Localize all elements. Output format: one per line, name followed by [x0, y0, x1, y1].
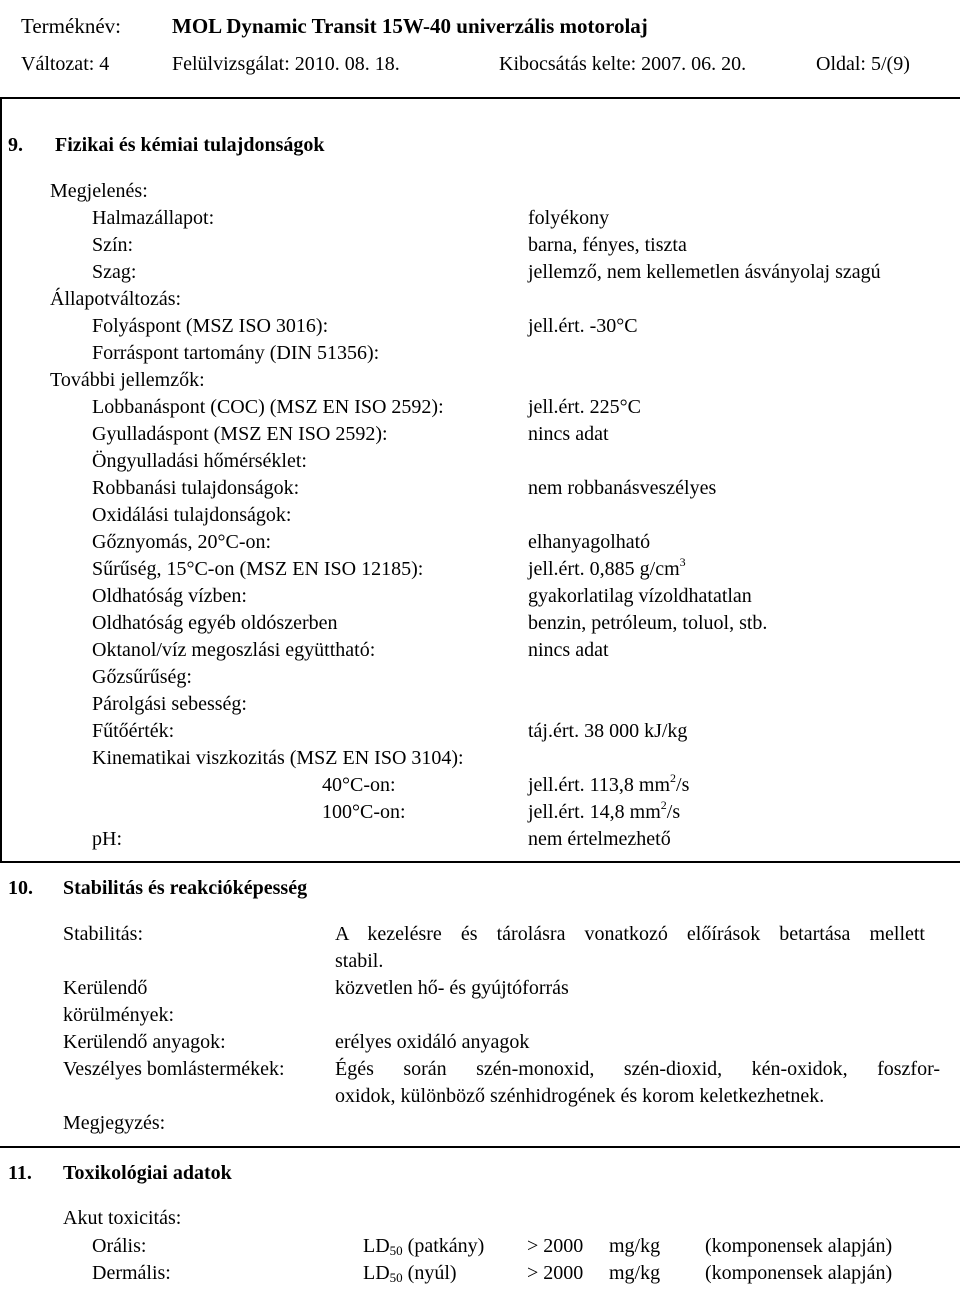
tox-row-dermal-ld: $LD_{50}$ (nyúl) — [363, 1262, 457, 1285]
solvent-solubility-label: Oldhatóság egyéb oldószerben — [92, 612, 338, 634]
vapor-density-label: Gőzsűrűség: — [92, 666, 192, 688]
fire-point-label: Gyulladáspont (MSZ EN ISO 2592): — [92, 423, 388, 445]
decomposition-label: Veszélyes bomlástermékek: — [63, 1058, 285, 1080]
materials-avoid-label: Kerülendő anyagok: — [63, 1031, 226, 1053]
version: Változat: 4 — [21, 53, 110, 75]
tox-row-oral-route: Orális: — [92, 1235, 147, 1257]
octanol-water-label: Oktanol/víz megoszlási együttható: — [92, 639, 376, 661]
tox-row-oral-ld: $LD_{50}$ (patkány) — [363, 1235, 485, 1258]
explosive-label: Robbanási tulajdonságok: — [92, 477, 300, 499]
appearance-heading: Megjelenés: — [50, 180, 148, 202]
viscosity-40-label: 40°C-on: — [322, 774, 396, 796]
stability-value-line-1: A kezelésre és tárolásra vonatkozó előírások betartása mellett — [335, 923, 925, 945]
boiling-range-label: Forráspont tartomány (DIN 51356): — [92, 342, 380, 364]
tox-row-oral-ld-subscript: 50 — [389, 1243, 403, 1258]
section-10-number: 10. — [8, 877, 33, 899]
section-9-divider — [0, 861, 960, 863]
explosive-value: nem robbanásveszélyes — [528, 477, 717, 499]
decomposition-value-line-2: oxidok, különböző szénhidrogének és korom keletkezhetnek. — [335, 1085, 825, 1107]
section-9-left-rule — [0, 99, 2, 863]
section-11-number: 11. — [8, 1162, 32, 1184]
odor-value: jellemző, nem kellemetlen ásványolaj szagú — [528, 261, 881, 283]
state-label: Halmazállapot: — [92, 207, 215, 229]
solvent-solubility-value: benzin, petróleum, toluol, stb. — [528, 612, 768, 634]
pour-point-label: Folyáspont (MSZ ISO 3016): — [92, 315, 329, 337]
tox-row-oral-basis: (komponensek alapján) — [705, 1235, 893, 1257]
viscosity-100-label: 100°C-on: — [322, 801, 406, 823]
color-value: barna, fényes, tiszta — [528, 234, 687, 256]
state-value: folyékony — [528, 207, 610, 229]
vapor-pressure-value: elhanyagolható — [528, 531, 651, 553]
acute-toxicity-heading: Akut toxicitás: — [63, 1207, 182, 1229]
header-divider — [0, 97, 960, 99]
tox-row-dermal-route: Dermális: — [92, 1262, 171, 1284]
water-solubility-label: Oldhatóság vízben: — [92, 585, 247, 607]
tox-row-dermal-basis: (komponensek alapján) — [705, 1262, 893, 1284]
section-10-divider — [0, 1146, 960, 1148]
materials-avoid-value: erélyes oxidáló anyagok — [335, 1031, 530, 1053]
water-solubility-value: gyakorlatilag vízoldhatatlan — [528, 585, 752, 607]
flash-point-value: jell.ért. 225°C — [528, 396, 641, 418]
section-11-title: Toxikológiai adatok — [63, 1162, 232, 1184]
color-label: Szín: — [92, 234, 134, 256]
viscosity-40-exponent: 2 — [670, 771, 677, 785]
density-value: jell.ért. 0,885 $g/cm^3$ — [528, 555, 686, 580]
ph-value: nem értelmezhető — [528, 828, 671, 850]
state-change-heading: Állapotváltozás: — [50, 288, 182, 310]
density-exponent: 3 — [679, 555, 686, 569]
product-name: MOL Dynamic Transit 15W-40 univerzális motorolaj — [172, 14, 648, 38]
conditions-avoid-value: közvetlen hő- és gyújtóforrás — [335, 977, 569, 999]
tox-row-dermal-ld-subscript: 50 — [389, 1270, 403, 1285]
decomposition-value-line-1: Égés során szén-monoxid, szén-dioxid, kén-oxidok, foszfor- — [335, 1058, 940, 1080]
tox-row-oral-unit: mg/kg — [609, 1235, 661, 1257]
tox-row-dermal-value: > 2000 — [527, 1262, 584, 1284]
stability-label: Stabilitás: — [63, 923, 143, 945]
viscosity-label: Kinematikai viszkozitás (MSZ EN ISO 3104): — [92, 747, 464, 769]
fire-point-value: nincs adat — [528, 423, 609, 445]
pour-point-value: jell.ért. -30°C — [528, 315, 638, 337]
conditions-avoid-label-line-2: körülmények: — [63, 1004, 175, 1026]
section-10-title: Stabilitás és reakcióképesség — [63, 877, 308, 899]
page-number: Oldal: 5/(9) — [816, 53, 910, 75]
note-label: Megjegyzés: — [63, 1112, 166, 1134]
viscosity-100-value: jell.ért. 14,8 $mm^2/s$ — [528, 798, 681, 823]
further-properties-heading: További jellemzők: — [50, 369, 205, 391]
issue-date: Kibocsátás kelte: 2007. 06. 20. — [499, 53, 747, 75]
tox-row-oral-value: > 2000 — [527, 1235, 584, 1257]
ph-label: pH: — [92, 828, 122, 850]
heating-value-label: Fűtőérték: — [92, 720, 175, 742]
density-label: Sűrűség, 15°C-on (MSZ EN ISO 12185): — [92, 558, 424, 580]
viscosity-40-value: jell.ért. 113,8 $mm^2/s$ — [528, 771, 690, 796]
evaporation-rate-label: Párolgási sebesség: — [92, 693, 247, 715]
viscosity-100-exponent: 2 — [660, 798, 667, 812]
revision-date: Felülvizsgálat: 2010. 08. 18. — [172, 53, 400, 75]
oxidizing-label: Oxidálási tulajdonságok: — [92, 504, 292, 526]
odor-label: Szag: — [92, 261, 137, 283]
vapor-pressure-label: Gőznyomás, 20°C-on: — [92, 531, 272, 553]
product-label: Terméknév: — [21, 14, 121, 38]
tox-row-dermal-unit: mg/kg — [609, 1262, 661, 1284]
heating-value-value: táj.ért. 38 000 kJ/kg — [528, 720, 688, 742]
flash-point-label: Lobbanáspont (COC) (MSZ EN ISO 2592): — [92, 396, 444, 418]
conditions-avoid-label-line-1: Kerülendő — [63, 977, 148, 999]
section-9-number: 9. — [8, 134, 23, 156]
autoignition-label: Öngyulladási hőmérséklet: — [92, 450, 307, 472]
section-9-title: Fizikai és kémiai tulajdonságok — [55, 134, 325, 156]
octanol-water-value: nincs adat — [528, 639, 609, 661]
stability-value-line-2: stabil. — [335, 950, 384, 972]
